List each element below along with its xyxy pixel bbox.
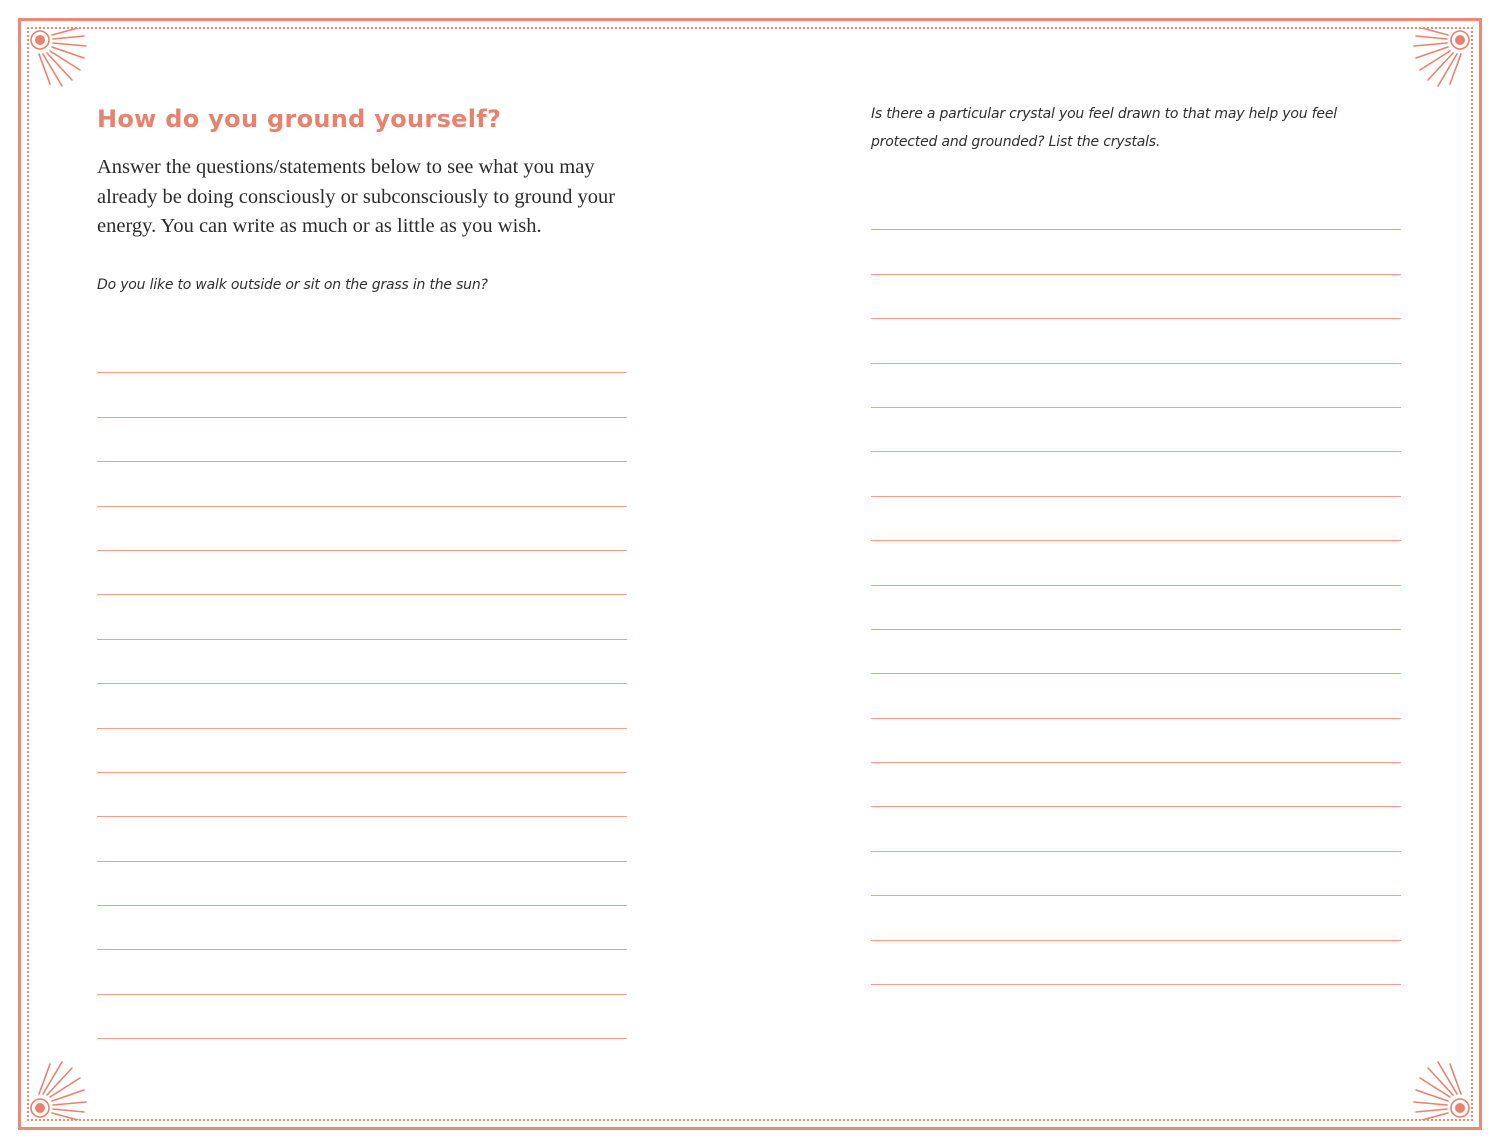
writing-line[interactable]	[97, 950, 627, 994]
writing-line[interactable]	[871, 452, 1401, 496]
writing-line[interactable]	[97, 595, 627, 639]
writing-line[interactable]	[97, 995, 627, 1039]
writing-line[interactable]	[97, 373, 627, 417]
question-prompt: Is there a particular crystal you feel drawn to that may help you feel protected and grounded? List the crystals.	[871, 106, 1337, 150]
writing-line[interactable]	[97, 906, 627, 950]
writing-line[interactable]	[97, 329, 627, 373]
writing-line[interactable]	[97, 507, 627, 551]
question-prompt: Do you like to walk outside or sit on the grass in the sun?	[97, 277, 488, 293]
writing-line[interactable]	[871, 541, 1401, 585]
writing-lines	[871, 186, 1401, 985]
writing-line[interactable]	[97, 773, 627, 817]
sun-rays-icon	[1412, 1060, 1472, 1120]
writing-lines	[97, 329, 627, 1039]
writing-line[interactable]	[871, 896, 1401, 940]
page-title: How do you ground yourself?	[97, 105, 502, 133]
writing-line[interactable]	[871, 852, 1401, 896]
intro-paragraph: Answer the questions/statements below to see what you may already be doing consciously or subconsciously to ground your energy. You can write as much or as little as you wish.	[97, 156, 616, 237]
sun-rays-icon	[28, 1060, 88, 1120]
writing-line[interactable]	[871, 319, 1401, 363]
writing-line[interactable]	[871, 364, 1401, 408]
writing-line[interactable]	[97, 729, 627, 773]
writing-line[interactable]	[871, 497, 1401, 541]
writing-line[interactable]	[97, 551, 627, 595]
writing-line[interactable]	[871, 941, 1401, 985]
writing-line[interactable]	[871, 186, 1401, 230]
writing-line[interactable]	[97, 640, 627, 684]
sun-rays-icon	[1412, 28, 1472, 88]
writing-line[interactable]	[97, 418, 627, 462]
writing-line[interactable]	[871, 674, 1401, 718]
writing-line[interactable]	[871, 230, 1401, 274]
writing-line[interactable]	[97, 684, 627, 728]
writing-line[interactable]	[871, 586, 1401, 630]
writing-line[interactable]	[97, 862, 627, 906]
left-page	[97, 100, 627, 293]
sun-rays-icon	[28, 28, 88, 88]
writing-line[interactable]	[871, 719, 1401, 763]
writing-line[interactable]	[97, 462, 627, 506]
writing-line[interactable]	[871, 408, 1401, 452]
writing-line[interactable]	[97, 817, 627, 861]
writing-line[interactable]	[871, 275, 1401, 319]
writing-line[interactable]	[871, 763, 1401, 807]
writing-line[interactable]	[871, 807, 1401, 851]
writing-line[interactable]	[871, 630, 1401, 674]
